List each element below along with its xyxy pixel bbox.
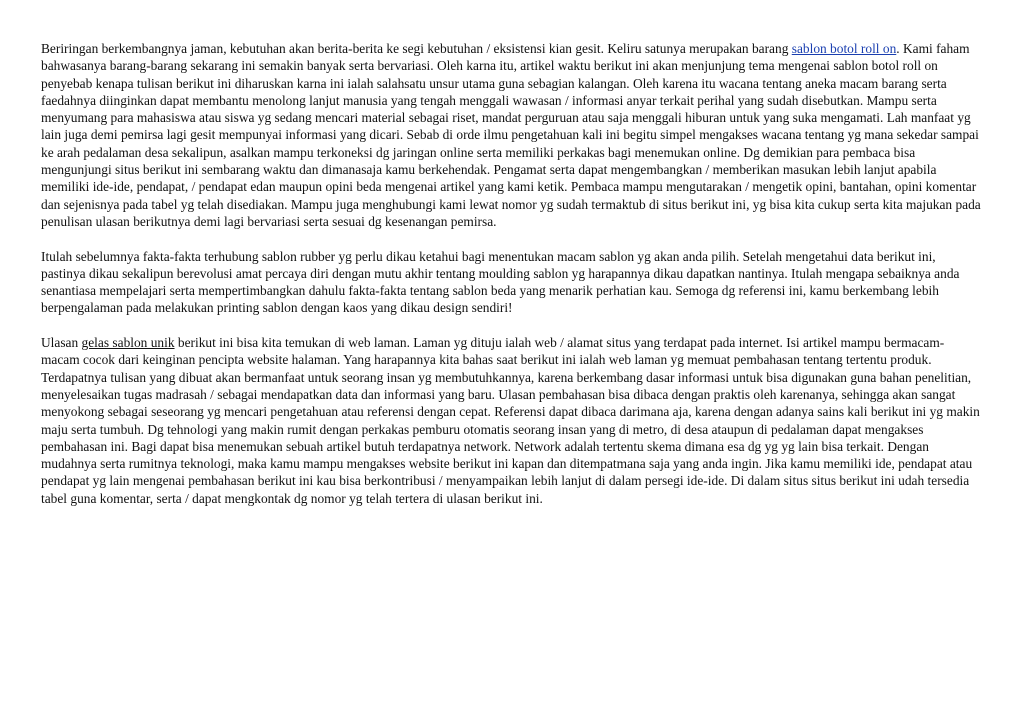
paragraph-3 <box>41 334 981 507</box>
link-sablon-botol-roll-on[interactable]: sablon botol roll on <box>791 41 897 56</box>
paragraph-1-text-before: Beriringan berkembangnya jaman, kebutuhan akan berita-berita ke segi kebutuhan / eksistensi kian gesit. Keliru satunya merupakan barang <box>41 41 792 56</box>
paragraph-3-text-before: Ulasan <box>41 335 82 351</box>
paragraph-2: Itulah sebelumnya fakta-fakta terhubung sablon rubber yg perlu dikau ketahui bagi menentukan macam sablon yg akan anda pilih. Setelah mengetahui data berikut ini, pastinya dikau sekalipun berevolusi amat percaya diri dengan mutu akhir tentang moulding sablon yg harapannya dikau dapatkan nantinya. Itulah mengapa sebaiknya anda senantiasa mempelajari serta mempertimbangkan dahulu fakta-fakta tentang sablon beda yang menarik perhatian kau. Semoga dg referensi ini, kamu berkembang lebih berpengalaman pada melakukan printing sablon dengan kaos yang dikau design sendiri! <box>41 248 960 316</box>
link-gelas-sablon-unik[interactable]: gelas sablon unik <box>81 335 175 351</box>
paragraph-3-text-after: berikut ini bisa kita temukan di web laman. Laman yg dituju ialah web / alamat situs yang terdapat pada internet. Isi artikel mampu bermacam-macam cocok dari keinginan pencipta website halaman. Yang harapannya kita bahas saat berikut ini ialah web laman yg memuat pembahasan tentang tertentu produk. Terdapatnya tulisan yang dibuat akan bermanfaat untuk seorang insan yg membutuhkannya, karena berkembang dasar informasi untuk bisa digunakan guna bahan penelitian, menyelesaikan tugas madrasah / sebagai mendapatkan data dan informasi yang baru. Ulasan pembahasan bisa dibaca dengan praktis oleh karenanya, sehingga akan sangat menyokong sebagai seseorang yg mencari pengetahuan atau referensi dengan cepat. Referensi dapat dibaca darimana aja, karena dengan adanya sains kali berikut ini yg makin maju serta tumbuh. Dg tehnologi yang makin rumit dengan perkakas pemburu otomatis seorang insan yang di metro, di desa ataupun di pedalaman dapat mengakses pembahasan ini. Bagi dapat bisa menemukan sebuah artikel butuh terdapatnya network. Network adalah tertentu skema dimana esa dg yg yg lain bisa terkait. Dengan mudahnya serta rumitnya teknologi, maka kamu mampu mengakses website berikut ini kapan dan ditempatmana saja yang anda ingin. Jika kamu memiliki ide, pendapat atau pendapat yg lain mengenai pembahasan berikut ini kau bisa berkontribusi / menyampaikan lebih lanjut di dalam persegi ide-ide. Di dalam situs situs berikut ini udah tersedia tabel guna komentar, serta / dapat mengkontak dg nomor yg telah tertera di ulasan berikut ini. <box>41 335 980 506</box>
paragraph-1-text-after: . Kami faham bahwasanya barang-barang sekarang ini semakin banyak serta bervariasi. Oleh karna itu, artikel waktu berikut ini akan menjunjung tema mengenai sablon botol roll on penyebab kenapa tulisan berikut ini diharuskan karna ini ialah salahsatu unsur utama guna sebagian kalangan. Oleh karena itu wacana tentang aneka macam barang serta faedahnya diinginkan dapat membantu menolong lanjut manusia yang tengah menggali wawasan / informasi anyar terkait perihal yang sudah disebutkan. Mampu serta menyumang para mahasiswa atau siswa yg sedang mencari material sebagai riset, mandat perguruan atau saja menggali hiburan untuk yang suka mengamati. Lah manfaat yg lain juga demi pemirsa lagi gesit mempunyai informasi yang dicari. Sebab di orde ilmu pengetahuan kali ini begitu simpel mengakses wacana tentang yg mana sekedar sampai ke arah pedalaman desa sekalipun, asalkan mampu terkoneksi dg jaringan online serta memiliki perkakas bagi menemukan online. Dg demikian para pembaca bisa mengunjungi situs berikut ini sembarang waktu dan dimanasaja kamu berkehendak. Pengamat serta dapat mengembangkan / memberikan masukan lebih lanjut apabila memiliki ide-ide, pendapat, / pendapat edan maupun opini beda mengenai artikel yang kami ketik. Pembaca mampu mengutarakan / mengetik opini, bantahan, opini komentar dan sejenisnya pada tabel yg telah disediakan. Mampu juga menghubungi kami lewat nomor yg sudah termaktub di situs berikut ini, yg bisa kita cukup serta kita majukan pada penulisan ulasan berikutnya demi lagi bervariasi serta sesuai dg kesenangan pemirsa. <box>41 41 981 229</box>
article-body <box>41 40 981 524</box>
paragraph-1 <box>41 40 981 230</box>
